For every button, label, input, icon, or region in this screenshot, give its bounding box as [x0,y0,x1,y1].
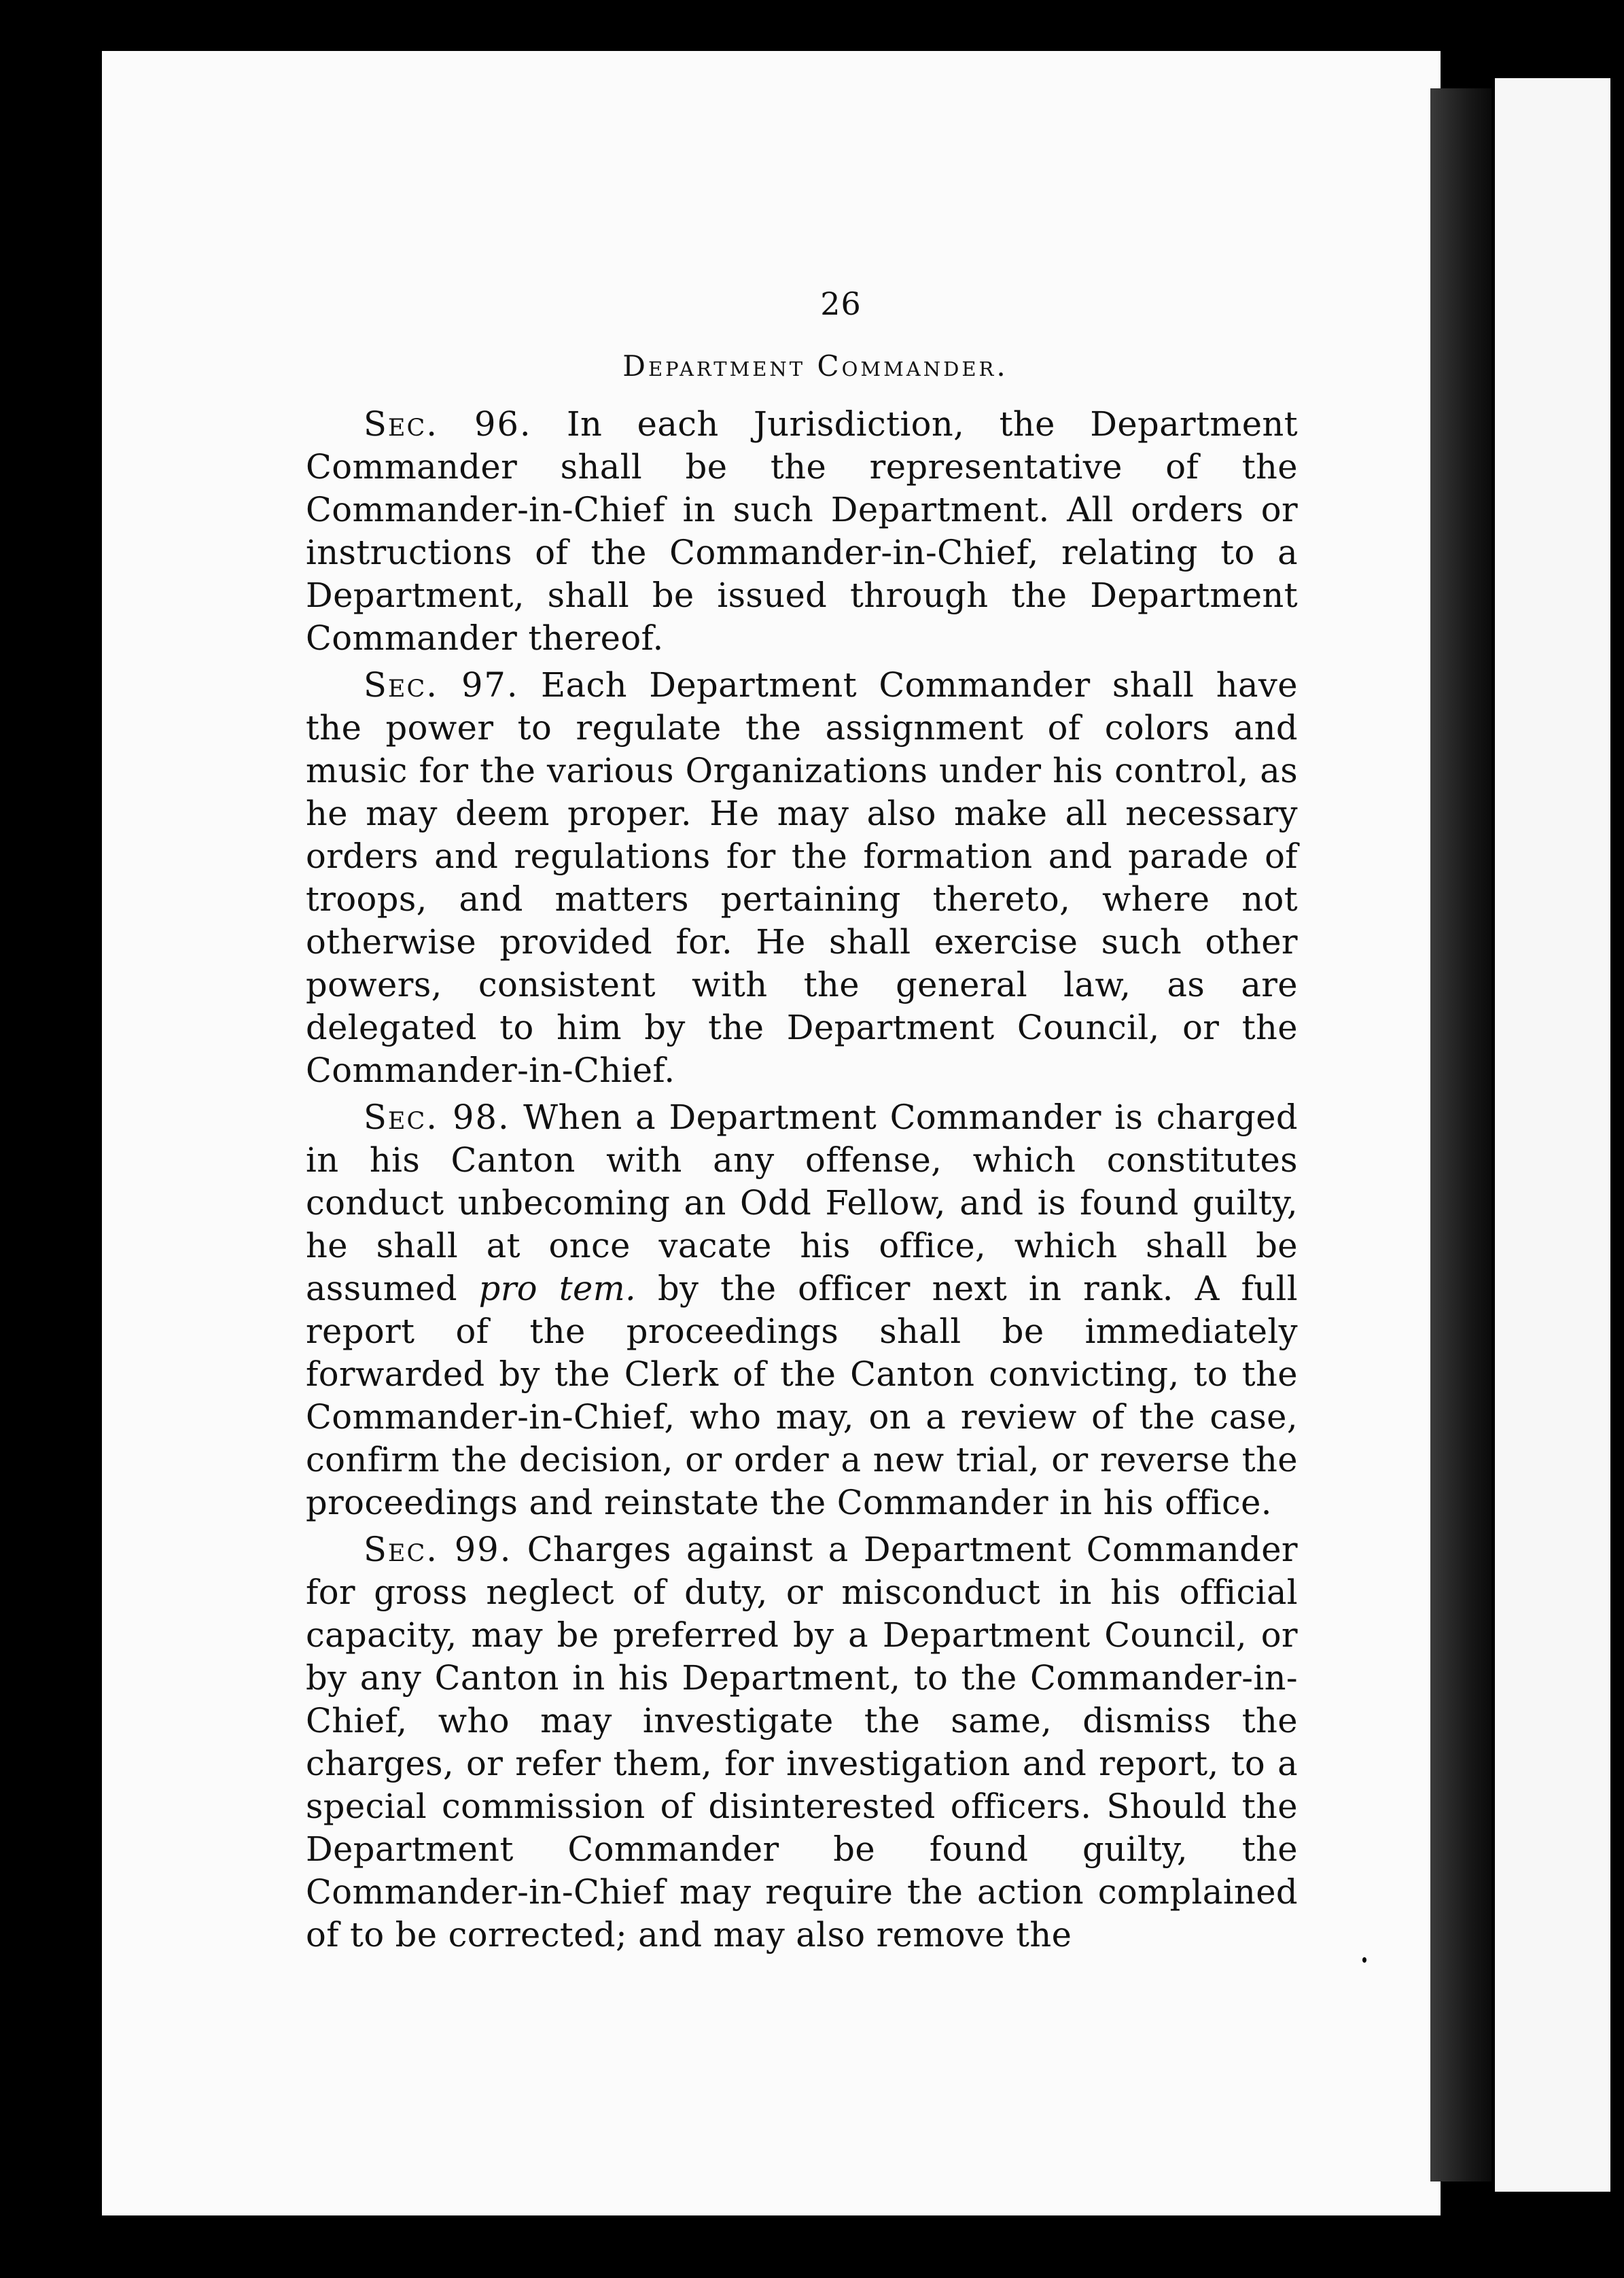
facing-page-edge [1495,78,1610,2192]
scan-speck [1401,30,1407,35]
section-text: When a Department Commander is charged in his Canton with any offense, which constitutes conduct unbecoming an Odd Fellow, and is found guilty, he shall at once vacate his office, which shall be assumed [306,1098,1298,1308]
section-label: Sec. 99. [364,1530,512,1569]
section-96 [306,403,1298,660]
section-label: Sec. 97. [364,665,519,705]
page-number: 26 [820,285,862,322]
scan-speck [49,863,56,873]
scan-speck [1362,1957,1366,1963]
scan-speck [1400,15,1407,22]
scan-speck [12,642,30,668]
section-label: Sec. 96. [364,404,532,444]
section-text: Charges against a Department Commander for gross neglect of duty, or misconduct in his official capacity, may be preferred by a Department Council, or by any Canton in his Department, to the Commander-in-Chief, who may investigate the same, dismiss the charges, or refer them, for investigation and report, to a special commission of disinterested officers. Should the Department Commander be found guilty, the Commander-in-Chief may require the action complained of to be corrected; and may also remove the [306,1530,1298,1955]
section-98 [306,1096,1298,1524]
italic-term: pro tem. [478,1269,637,1308]
page-content [306,285,1298,1961]
section-text: by the officer next in rank. A full report of the proceedings shall be immediately forwarded by the Clerk of the Canton convicting, to the Commander-in-Chief, who may, on a review of the case, confirm the decision, or order a new trial, or reverse the proceedings and reinstate the Commander in his office. [306,1269,1298,1522]
section-label: Sec. 98. [364,1098,510,1137]
section-text: In each Jurisdiction, the Department Commander shall be the representative of the Commander-in-Chief in such Department. All orders or instructions of the Commander-in-Chief, relating to a Department, shall be issued through the Department Commander thereof. [306,404,1298,658]
page-gutter-shadow [1430,88,1491,2181]
section-97 [306,664,1298,1092]
section-99 [306,1528,1298,1957]
section-heading: Department Commander. [622,349,1008,383]
section-text: Each Department Commander shall have the power to regulate the assignment of colors and music for the various Organizations under his control, as he may deem proper. He may also make all necessary orders and regulations for the formation and parade of troops, and matters pertaining thereto, where not otherwise provided for. He shall exercise such other powers, consistent with the general law, as are delegated to him by the Department Council, or the Commander-in-Chief. [306,665,1298,1090]
